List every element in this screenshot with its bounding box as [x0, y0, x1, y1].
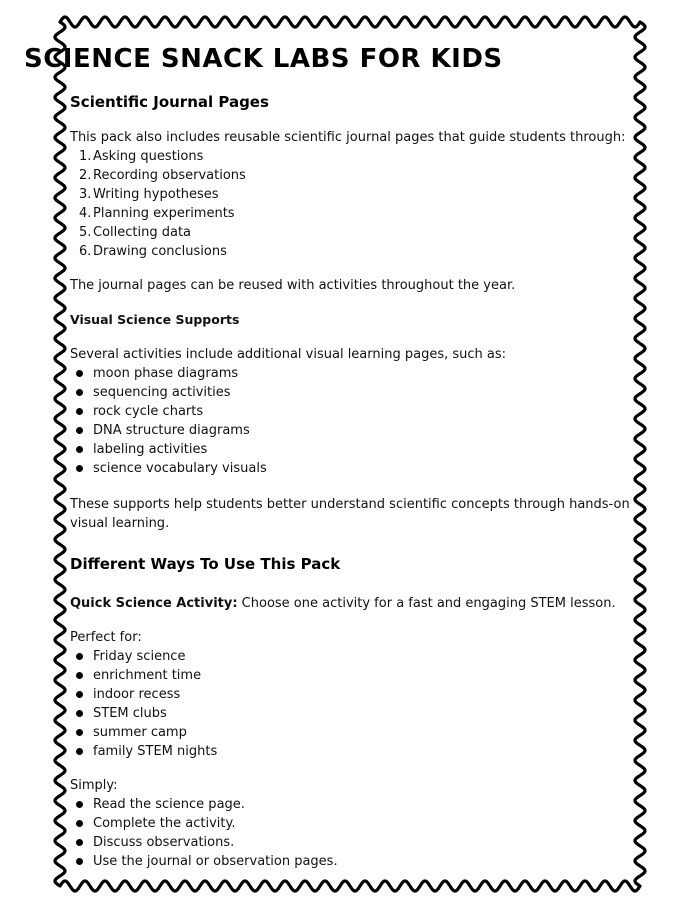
bullet-icon [76, 710, 83, 717]
simply-list [70, 795, 338, 871]
visual-heading: Visual Science Supports [70, 312, 240, 327]
journal-heading: Scientific Journal Pages [70, 93, 269, 111]
journal-steps-list [70, 147, 246, 261]
bullet-icon [76, 858, 83, 865]
journal-intro: This pack also includes reusable scientific journal pages that guide students through: [70, 130, 626, 145]
simply-label: Simply: [70, 778, 118, 793]
list-item: Discuss observations. [70, 833, 338, 852]
list-item: 5. Collecting data [79, 225, 192, 240]
visual-intro: Several activities include additional visual learning pages, such as: [70, 347, 507, 362]
perfect-for-label: Perfect for: [70, 630, 142, 645]
list-item: 1. Asking questions [79, 149, 204, 164]
ways-heading: Different Ways To Use This Pack [70, 555, 341, 573]
bullet-icon [76, 370, 83, 377]
list-item: Read the science page. [70, 795, 338, 814]
list-item: sequencing activities [70, 383, 267, 402]
visual-list [70, 364, 267, 478]
bullet-icon [76, 729, 83, 736]
list-item: STEM clubs [70, 704, 217, 723]
list-item: science vocabulary visuals [70, 459, 267, 478]
bullet-icon [76, 839, 83, 846]
bullet-icon [76, 801, 83, 808]
list-item: labeling activities [70, 440, 267, 459]
page-title: SCIENCE SNACK LABS FOR KIDS [24, 44, 503, 74]
quick-activity-text: Choose one activity for a fast and engaging STEM lesson. [237, 596, 616, 611]
list-item: Complete the activity. [70, 814, 338, 833]
journal-note: The journal pages can be reused with activities throughout the year. [70, 278, 516, 293]
list-item: 3. Writing hypotheses [79, 187, 219, 202]
list-item: 4. Planning experiments [79, 206, 235, 221]
bullet-icon [76, 820, 83, 827]
list-item: family STEM nights [70, 742, 217, 761]
bullet-icon [76, 427, 83, 434]
bullet-icon [76, 408, 83, 415]
list-item: enrichment time [70, 666, 217, 685]
bullet-icon [76, 691, 83, 698]
bullet-icon [76, 748, 83, 755]
list-item: 2. Recording observations [79, 168, 246, 183]
visual-note-line-2: visual learning. [70, 516, 170, 531]
bullet-icon [76, 672, 83, 679]
visual-note-line-1: These supports help students better understand scientific concepts through hands-on [70, 497, 630, 512]
list-item: indoor recess [70, 685, 217, 704]
bullet-icon [76, 446, 83, 453]
list-item: 6. Drawing conclusions [79, 244, 227, 259]
bullet-icon [76, 389, 83, 396]
bullet-icon [76, 465, 83, 472]
list-item: rock cycle charts [70, 402, 267, 421]
list-item: DNA structure diagrams [70, 421, 267, 440]
bullet-icon [76, 653, 83, 660]
quick-activity-label: Quick Science Activity: [70, 596, 238, 611]
list-item: moon phase diagrams [70, 364, 267, 383]
list-item: summer camp [70, 723, 217, 742]
perfect-for-list [70, 647, 217, 761]
quick-activity [70, 594, 635, 613]
list-item: Use the journal or observation pages. [70, 852, 338, 871]
list-item: Friday science [70, 647, 217, 666]
